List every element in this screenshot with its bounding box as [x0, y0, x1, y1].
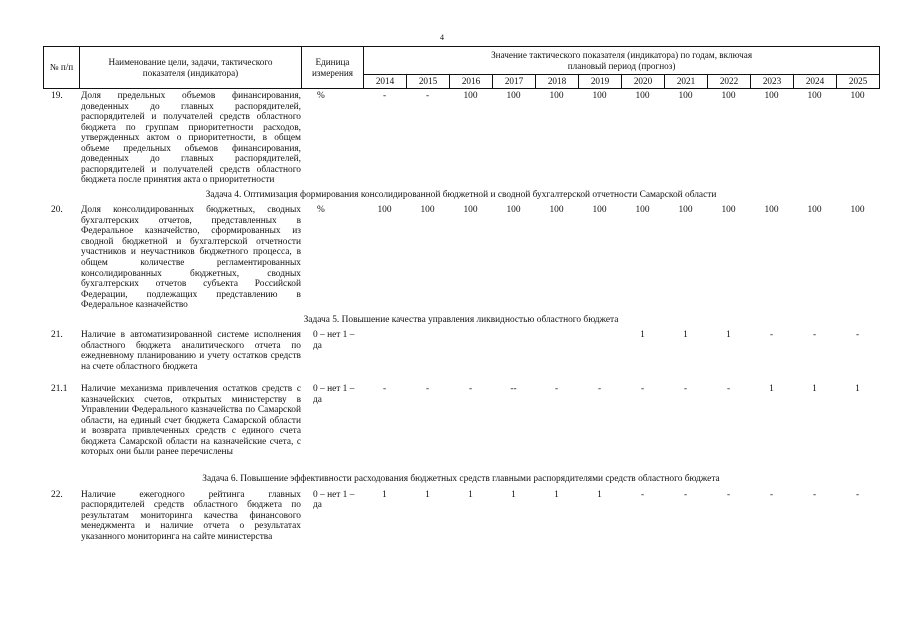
indicator-value: 100: [721, 91, 736, 101]
indicator-value: -: [769, 489, 774, 500]
indicator-value: 1: [640, 330, 645, 341]
header-name: Наименование цели, задачи, тактического показателя (индикатора): [80, 47, 302, 89]
indicator-value: 100: [764, 205, 779, 216]
indicator-value: 1: [554, 489, 559, 500]
header-year: 2024: [794, 75, 837, 89]
indicator-name: Доля консолидированных бюджетных, сводных бухгалтерских отчетов, представленных в Федеральное казначейство, сформированных из сводной бюджетной и бухгалтерской отчетности участников и неучастников бюджетного процесса, в общем количестве регламентированных консолидированных бюджетных, сводных бухгалтерских отчетов субъекта Российской Федерации, подлежащих представлению в Федеральное казначейство: [81, 205, 301, 311]
table-row: [43, 384, 879, 458]
indicator-value: 100: [721, 205, 736, 216]
indicator-value: 100: [549, 205, 564, 216]
indicator-value: 100: [463, 91, 478, 101]
indicator-value: 100: [850, 91, 865, 101]
indicator-value: 100: [506, 205, 521, 216]
indicator-value: 100: [463, 205, 478, 216]
indicator-value: 1: [511, 489, 516, 500]
indicator-value: 1: [726, 330, 731, 341]
indicator-value: 100: [764, 91, 779, 101]
table-row: [43, 205, 879, 310]
indicator-value: 100: [420, 205, 435, 216]
indicator-value: -: [683, 384, 688, 395]
row-number: 21.: [51, 330, 63, 341]
indicator-value: -: [683, 489, 688, 500]
indicator-value: -: [812, 489, 817, 500]
row-number: 21.1: [51, 384, 68, 395]
unit: %: [317, 205, 325, 216]
indicator-value: 100: [635, 205, 650, 216]
indicator-name: Доля предельных объемов финансирования, доведенных до главных распорядителей, распорядителей и получателей средств областного бюджета по группам приоритетности расходов, утвержденных актом о приоритетности, в общем объеме предельных объемов финансирования, доведенных до главных распорядителей, распорядителей и получателей средств областного бюджета после принятия акта о приоритетности: [81, 91, 301, 186]
indicator-value: 1: [597, 489, 602, 500]
header-year: 2021: [665, 75, 708, 89]
task-heading: Задача 5. Повышение качества управления ликвидностью областного бюджета: [303, 314, 619, 325]
indicator-value: -: [554, 384, 559, 395]
row-number: 19.: [51, 91, 63, 101]
header-year: 2017: [493, 75, 536, 89]
table-row: [43, 91, 879, 186]
table-row: [43, 330, 879, 372]
indicator-value: 100: [850, 205, 865, 216]
header-year: 2023: [751, 75, 794, 89]
indicator-value: 100: [678, 91, 693, 101]
indicator-value: -: [425, 384, 430, 395]
indicator-value: -: [382, 384, 387, 395]
task-heading: Задача 6. Повышение эффективности расходования бюджетных средств главными распорядителями средств областного бюджета: [202, 474, 720, 484]
row-number: 22.: [51, 489, 63, 500]
indicator-value: -: [468, 384, 473, 395]
header-year: 2019: [579, 75, 622, 89]
header-unit: Единица измерения: [302, 47, 364, 89]
indicator-value: 1: [468, 489, 473, 500]
indicator-value: -: [769, 330, 774, 341]
indicator-value: -: [726, 489, 731, 500]
row-number: 20.: [51, 205, 63, 216]
indicator-value: 100: [678, 205, 693, 216]
indicator-value: -: [597, 384, 602, 395]
indicator-value: --: [510, 384, 517, 395]
unit: 0 – нет 1 – да: [313, 489, 355, 511]
page-number: 4: [440, 33, 444, 42]
indicator-value: -: [640, 384, 645, 395]
indicator-value: 100: [549, 91, 564, 101]
indicator-value: 1: [812, 384, 817, 395]
indicator-value: -: [855, 330, 860, 341]
header-year: 2022: [708, 75, 751, 89]
header-year: 2016: [450, 75, 493, 89]
unit: 0 – нет 1 – да: [313, 384, 355, 405]
indicator-value: -: [726, 384, 731, 395]
indicator-value: 100: [807, 91, 822, 101]
indicator-value: 1: [382, 489, 387, 500]
indicator-value: 1: [769, 384, 774, 395]
indicator-value: -: [640, 489, 645, 500]
indicator-value: 1: [855, 384, 860, 395]
header-year: 2025: [837, 75, 880, 89]
indicator-name: Наличие в автоматизированной системе исполнения областного бюджета аналитического отчета по ежедневному планированию и учету остатков средств на счете областного бюджета: [81, 330, 301, 372]
table-row: [43, 490, 879, 543]
task-heading: Задача 4. Оптимизация формирования консолидированной бюджетной и сводной бухгалтерской отчетности Самарской области: [205, 189, 717, 200]
indicator-value: 100: [506, 91, 521, 101]
indicator-value: 100: [635, 91, 650, 101]
indicator-value: 100: [377, 205, 392, 216]
indicator-value: 100: [807, 205, 822, 216]
unit: %: [317, 91, 325, 101]
indicator-name: Наличие механизма привлечения остатков средств с казначейских счетов, открытых министерству в Управлении Федерального казначейства по Самарской области, на единый счет бюджета Самарской области и возврата привлеченных средств с единого счета бюджета Самарской области на казначейские счета, с которых они были ранее перечислены: [81, 384, 301, 458]
indicator-value: -: [425, 91, 430, 101]
indicator-value: -: [382, 91, 387, 101]
header-num: № п/п: [44, 47, 80, 89]
header-values-title: Значение тактического показателя (индикатора) по годам, включая плановый период (прогноз): [364, 47, 880, 75]
header-year: 2018: [536, 75, 579, 89]
header-year: 2014: [364, 75, 407, 89]
indicator-value: 1: [683, 330, 688, 341]
unit: 0 – нет 1 – да: [313, 330, 355, 351]
table-body: [43, 91, 879, 542]
indicator-value: 100: [592, 205, 607, 216]
header-year: 2015: [407, 75, 450, 89]
indicator-value: 1: [425, 489, 430, 500]
indicator-value: 100: [592, 91, 607, 101]
indicator-name: Наличие ежегодного рейтинга главных распорядителей средств областного бюджета по результатам мониторинга качества финансового менеджмента и наличие отчета о результатах указанного мониторинга на сайте министерства: [81, 489, 301, 542]
table-header: [43, 46, 880, 89]
indicator-value: -: [855, 489, 860, 500]
header-year: 2020: [622, 75, 665, 89]
indicator-value: -: [812, 330, 817, 341]
